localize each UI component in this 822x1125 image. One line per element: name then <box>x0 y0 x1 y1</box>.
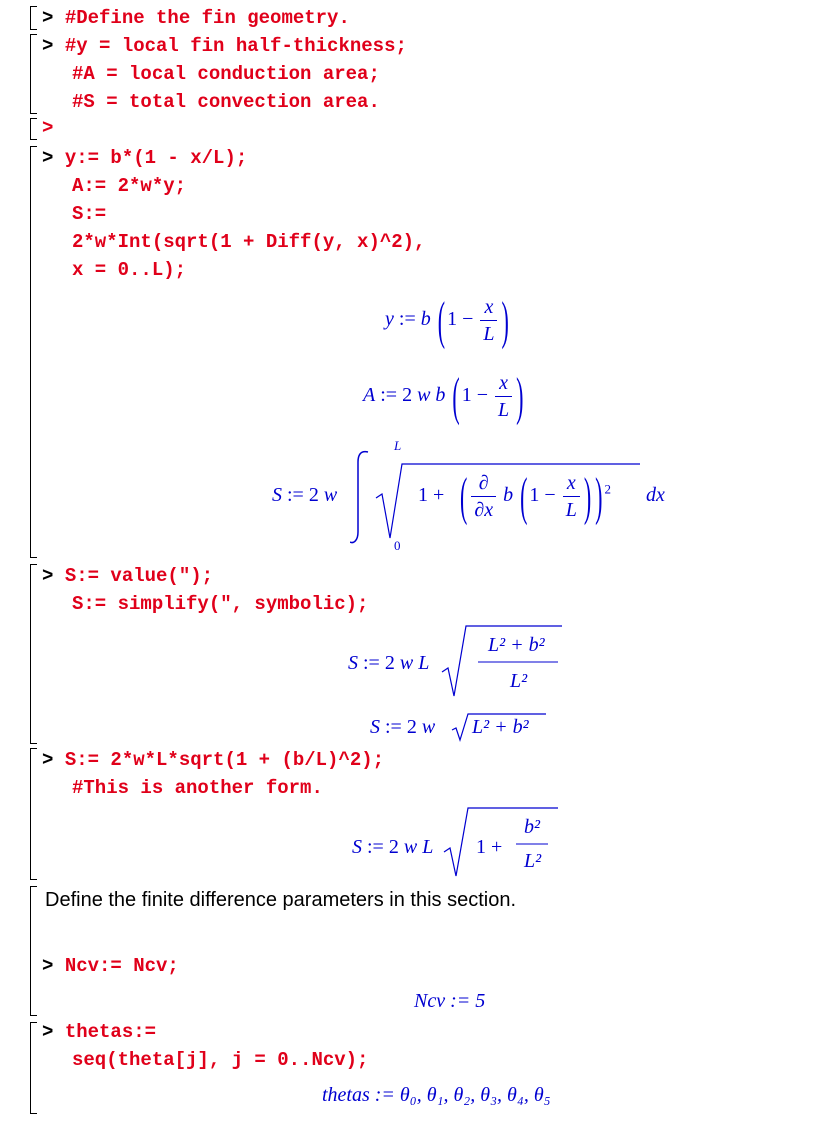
group-bracket[interactable] <box>30 146 37 558</box>
section-text[interactable]: Define the finite difference parameters in this section. <box>45 889 516 911</box>
execution-group-8[interactable] <box>30 1022 810 1114</box>
empty-prompt[interactable]: > <box>42 117 54 139</box>
group-bracket[interactable] <box>30 886 37 1016</box>
execution-group-4[interactable] <box>30 146 810 558</box>
input-line[interactable]: > thetas:= <box>42 1021 157 1043</box>
input-line[interactable]: A:= 2*w*y; <box>72 175 187 197</box>
execution-group-6[interactable] <box>30 748 810 880</box>
group-bracket[interactable] <box>30 34 37 114</box>
input-line[interactable]: #This is another form. <box>72 777 323 799</box>
output-S-simplified-1: S := 2 w L L² + b² L² <box>348 622 588 702</box>
input-line[interactable]: x = 0..L); <box>72 259 187 281</box>
input-line[interactable]: > Ncv:= Ncv; <box>42 955 179 977</box>
output-y: y := b ( 1 − $\frac{x}{L}$ ) <box>385 289 509 350</box>
group-bracket[interactable] <box>30 118 37 140</box>
input-line[interactable]: #S = total convection area. <box>72 91 380 113</box>
prompt: > <box>42 7 54 29</box>
input-line[interactable]: seq(theta[j], j = 0..Ncv); <box>72 1049 369 1071</box>
group-bracket[interactable] <box>30 564 37 744</box>
group-bracket[interactable] <box>30 6 37 30</box>
input-line[interactable]: > S:= value("); <box>42 565 214 587</box>
output-thetas: thetas := θ₀, θ₁, θ₂, θ₃, θ₄, θ₅ <box>322 1084 551 1106</box>
input-line[interactable]: > #Define the fin geometry. <box>42 7 350 29</box>
input-line[interactable]: S:= <box>72 203 107 225</box>
input-line[interactable]: > #y = local fin half-thickness; <box>42 35 407 57</box>
input-line[interactable]: #A = local conduction area; <box>72 63 380 85</box>
input-line[interactable]: S:= simplify(", symbolic); <box>72 593 369 615</box>
group-bracket[interactable] <box>30 1022 37 1114</box>
input-line[interactable]: > y:= b*(1 - x/L); <box>42 147 248 169</box>
input-line[interactable]: > S:= 2*w*L*sqrt(1 + (b/L)^2); <box>42 749 385 771</box>
output-S-another-form: S := 2 w L 1 + b² L² <box>352 804 592 880</box>
execution-group-1[interactable] <box>30 6 810 30</box>
group-bracket[interactable] <box>30 748 37 880</box>
section-group-7[interactable] <box>30 886 810 1016</box>
execution-group-5[interactable] <box>30 564 810 744</box>
input-line[interactable]: 2*w*Int(sqrt(1 + Diff(y, x)^2), <box>72 231 426 253</box>
output-A: A := 2 w b ( 1 − $\frac{x}{L}$ ) <box>363 365 524 426</box>
output-ncv: Ncv := 5 <box>414 990 486 1012</box>
execution-group-3[interactable] <box>30 118 810 140</box>
output-S-integral: S := 2 w L 0 1 + ( $\frac{\partial}{\partial x}$ b ( 1 − $\frac{x}{L}$ ) ) $^2$ dx <box>272 442 672 552</box>
execution-group-2[interactable] <box>30 34 810 114</box>
output-S-simplified-2: S := 2 w L² + b² <box>370 712 550 742</box>
